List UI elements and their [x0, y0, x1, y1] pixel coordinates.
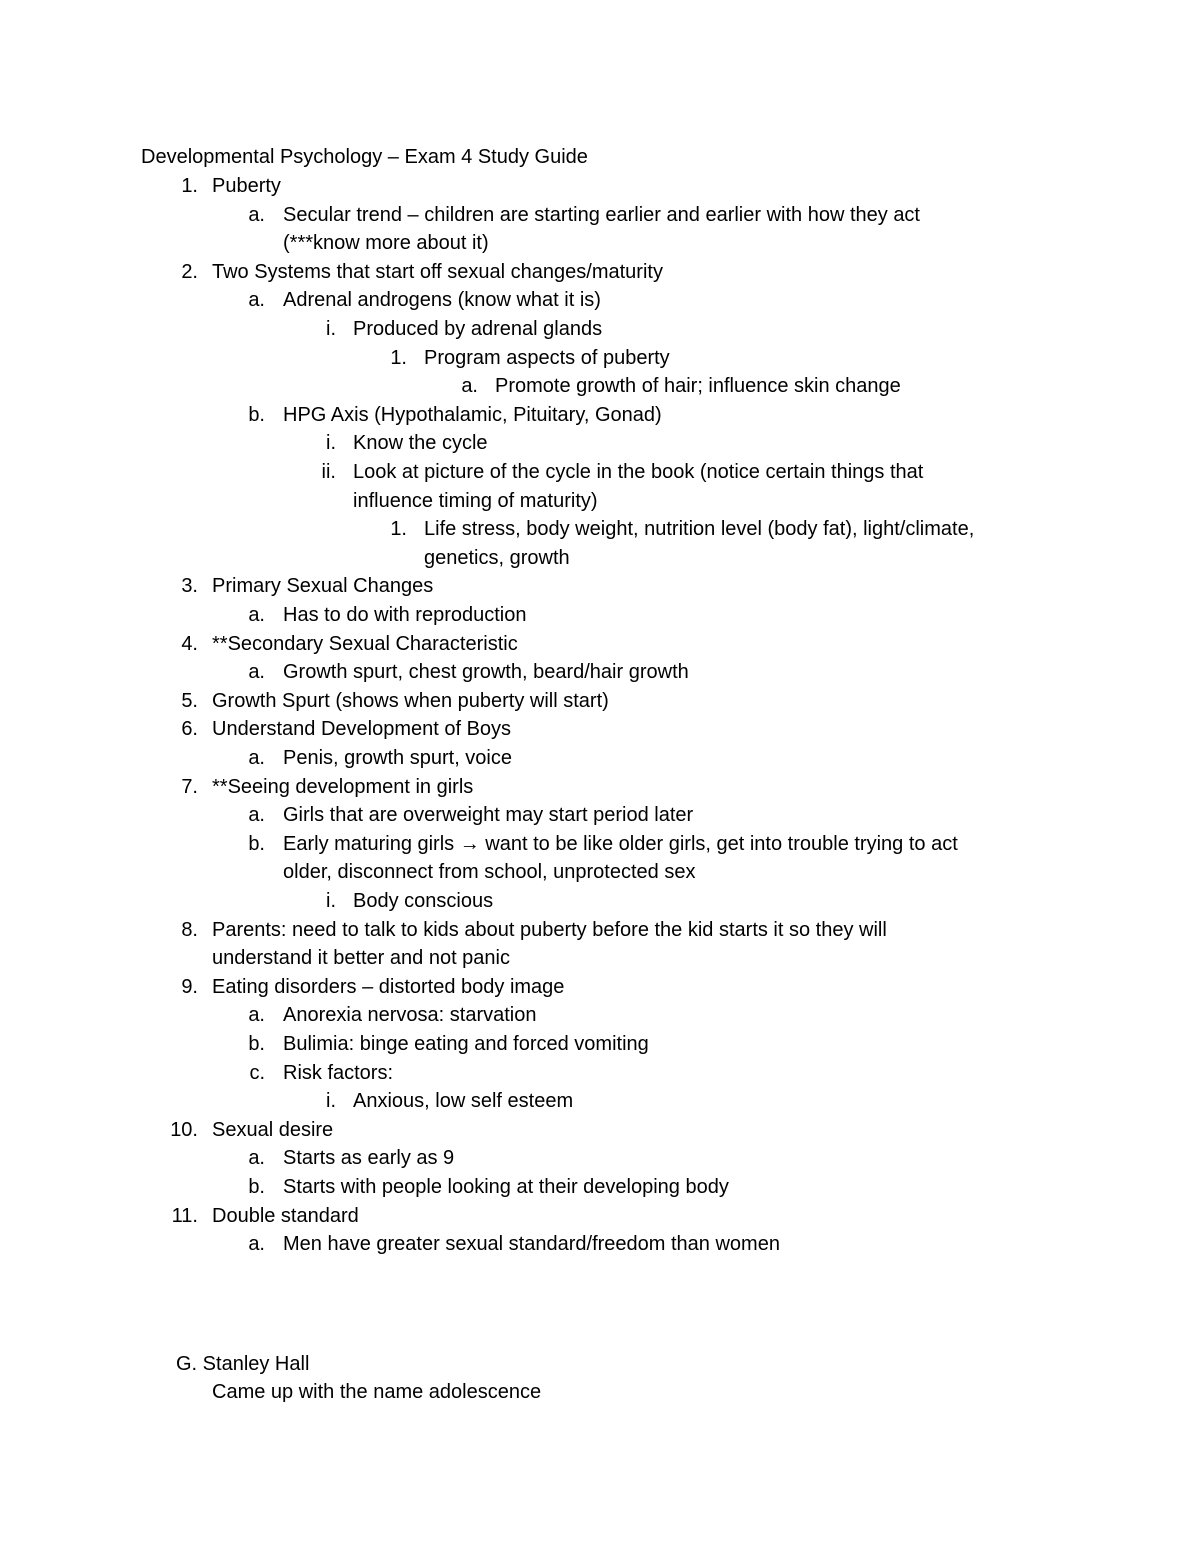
list-marker: a. [461, 375, 478, 397]
list-text: Promote growth of hair; influence skin change [495, 375, 901, 397]
list-text: Secular trend – children are starting earlier and earlier with how they act [283, 204, 920, 226]
list-marker: b. [248, 833, 265, 855]
list-marker: 9. [181, 976, 198, 998]
list-text: **Seeing development in girls [212, 776, 474, 798]
list-marker: i. [326, 890, 336, 912]
list-marker: a. [248, 661, 265, 683]
list-text: Puberty [212, 175, 281, 197]
list-text: Adrenal androgens (know what it is) [283, 289, 601, 311]
list-text: Parents: need to talk to kids about puberty before the kid starts it so they will [212, 919, 887, 941]
list-text: Starts with people looking at their developing body [283, 1176, 729, 1198]
list-text: Program aspects of puberty [424, 347, 670, 369]
list-text: Men have greater sexual standard/freedom than women [283, 1233, 780, 1255]
list-text: Life stress, body weight, nutrition level (body fat), light/climate, [424, 518, 975, 540]
list-marker: 6. [181, 718, 198, 740]
list-marker: i. [326, 1090, 336, 1112]
list-marker: i. [326, 318, 336, 340]
list-text: Starts as early as 9 [283, 1147, 455, 1169]
list-text: Understand Development of Boys [212, 718, 512, 740]
list-marker: 1. [390, 518, 407, 540]
list-marker: 11. [171, 1205, 198, 1227]
list-text: older, disconnect from school, unprotected sex [283, 861, 696, 883]
list-marker: a. [248, 747, 265, 769]
list-text: Bulimia: binge eating and forced vomiting [283, 1033, 649, 1055]
list-marker: a. [248, 204, 265, 226]
list-text: Has to do with reproduction [283, 604, 527, 626]
list-text: Know the cycle [353, 432, 488, 454]
list-text: Primary Sexual Changes [212, 575, 434, 597]
footer-heading: G. Stanley Hall [176, 1353, 310, 1375]
list-marker: b. [248, 404, 265, 426]
list-text: Look at picture of the cycle in the book (notice certain things that [353, 461, 924, 483]
list-marker: 5. [181, 690, 198, 712]
list-text: Two Systems that start off sexual changes/maturity [212, 261, 663, 283]
list-marker: b. [248, 1176, 265, 1198]
list-marker: b. [248, 1033, 265, 1055]
list-marker: ii. [321, 461, 336, 483]
list-marker: a. [248, 1233, 265, 1255]
list-text: Produced by adrenal glands [353, 318, 603, 340]
list-text: Risk factors: [283, 1062, 394, 1084]
list-marker: a. [248, 604, 265, 626]
list-marker: i. [326, 432, 336, 454]
list-marker: a. [248, 1004, 265, 1026]
list-marker: a. [248, 1147, 265, 1169]
document-title: Developmental Psychology – Exam 4 Study Guide [141, 146, 588, 168]
list-marker: 10. [170, 1119, 198, 1141]
list-marker: 7. [181, 776, 198, 798]
list-text: Growth Spurt (shows when puberty will start) [212, 690, 609, 712]
list-marker: c. [249, 1062, 265, 1084]
list-text: Anxious, low self esteem [353, 1090, 574, 1112]
list-marker: a. [248, 804, 265, 826]
list-marker: 1. [181, 175, 198, 197]
footer-note: Came up with the name adolescence [212, 1381, 542, 1403]
list-text: Penis, growth spurt, voice [283, 747, 512, 769]
list-marker: a. [248, 289, 265, 311]
list-text: understand it better and not panic [212, 947, 510, 969]
list-text: Girls that are overweight may start period later [283, 804, 694, 826]
list-text: Double standard [212, 1205, 359, 1227]
list-text: Eating disorders – distorted body image [212, 976, 565, 998]
list-text: **Secondary Sexual Characteristic [212, 633, 518, 655]
list-text: (***know more about it) [283, 232, 489, 254]
list-text: HPG Axis (Hypothalamic, Pituitary, Gonad) [283, 404, 662, 426]
list-marker: 3. [181, 575, 198, 597]
list-marker: 2. [181, 261, 198, 283]
list-marker: 1. [390, 347, 407, 369]
list-text: Anorexia nervosa: starvation [283, 1004, 537, 1026]
list-text: Body conscious [353, 890, 494, 912]
list-marker: 8. [181, 919, 198, 941]
list-text: Sexual desire [212, 1119, 334, 1141]
list-text: genetics, growth [424, 547, 570, 569]
list-text: Early maturing girls → want to be like older girls, get into trouble trying to act [283, 833, 958, 855]
list-marker: 4. [181, 633, 198, 655]
list-text: influence timing of maturity) [353, 490, 598, 512]
list-text: Growth spurt, chest growth, beard/hair growth [283, 661, 689, 683]
